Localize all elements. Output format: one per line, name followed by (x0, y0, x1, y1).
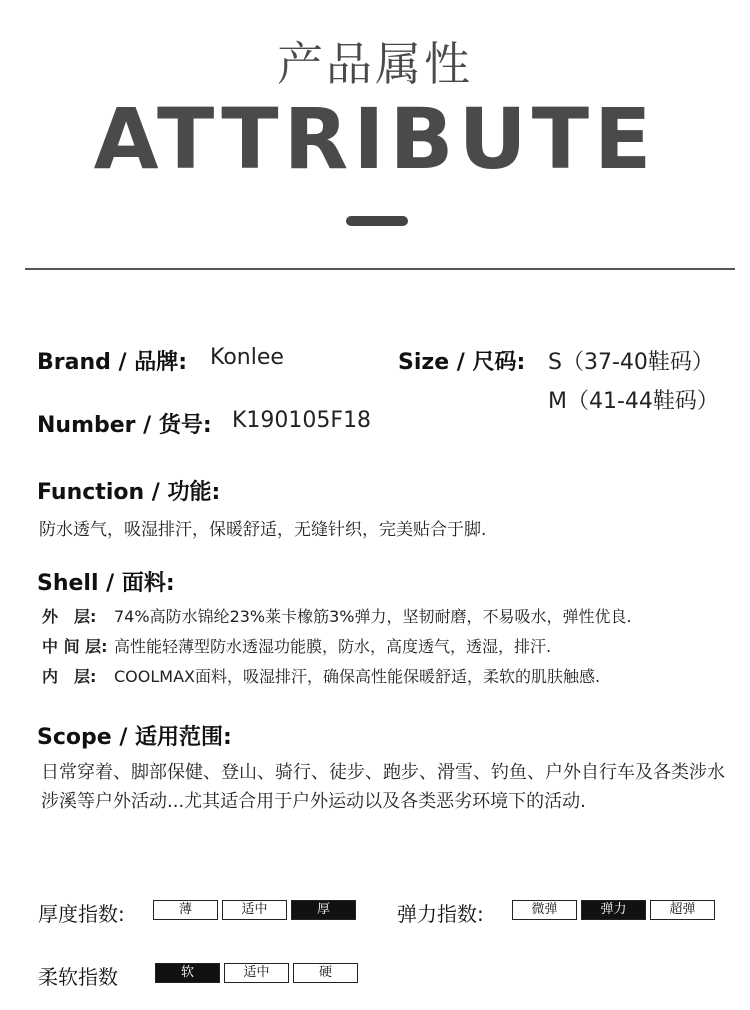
title-dash-decoration (346, 216, 408, 226)
function-text: 防水透气，吸湿排汗，保暖舒适，无缝针织，完美贴合于脚. (39, 520, 487, 540)
thickness-index-label: 厚度指数: (38, 902, 125, 926)
shell-layer-outer (42, 604, 632, 627)
shell-heading: Shell / 面料: (37, 571, 175, 596)
shell-layer-middle-text: 高性能轻薄型防水透湿功能膜，防水，高度透气，透湿，排汗. (114, 637, 552, 656)
elasticity-option-super: 超弹 (650, 900, 715, 920)
softness-option-hard: 硬 (293, 963, 358, 983)
elasticity-index-scale (512, 900, 722, 920)
softness-index-label: 柔软指数 (38, 965, 118, 989)
header-divider (25, 268, 735, 270)
elasticity-option-slight: 微弹 (512, 900, 577, 920)
number-value: K190105F18 (232, 408, 372, 433)
size-value-m: M（41-44鞋码） (548, 389, 719, 414)
thickness-option-medium: 适中 (222, 900, 287, 920)
function-heading: Function / 功能: (37, 480, 221, 505)
softness-index-scale (155, 963, 365, 983)
size-label: Size / 尺码: (398, 350, 526, 375)
size-value-s: S（37-40鞋码） (548, 350, 714, 375)
thickness-option-thin: 薄 (153, 900, 218, 920)
softness-option-soft: 软 (155, 963, 220, 983)
shell-layer-inner-label: 内 层: (42, 667, 97, 686)
brand-value: Konlee (210, 345, 284, 370)
shell-layer-middle-label: 中 间 层: (42, 637, 108, 656)
shell-layer-outer-label: 外 层: (42, 607, 97, 626)
thickness-option-thick: 厚 (291, 900, 356, 920)
softness-option-medium: 适中 (224, 963, 289, 983)
elasticity-option-elastic: 弹力 (581, 900, 646, 920)
page-title-cn: 产品属性 (277, 37, 473, 91)
shell-layer-middle (42, 634, 551, 657)
shell-layer-outer-text: 74%高防水锦纶23%莱卡橡筋3%弹力，坚韧耐磨，不易吸水，弹性优良. (114, 607, 632, 626)
scope-text: 日常穿着、脚部保健、登山、骑行、徒步、跑步、滑雪、钓鱼、户外自行车及各类涉水涉溪等户外活动...尤其适合用于户外运动以及各类恶劣环境下的活动. (41, 762, 725, 812)
shell-layer-inner (42, 664, 600, 687)
brand-label: Brand / 品牌: (37, 350, 188, 375)
thickness-index-scale (153, 900, 363, 920)
number-label: Number / 货号: (37, 413, 212, 438)
page-title-en: ATTRIBUTE (93, 90, 657, 188)
scope-heading: Scope / 适用范围: (37, 725, 232, 750)
shell-layer-inner-text: COOLMAX面料，吸湿排汗，确保高性能保暖舒适，柔软的肌肤触感. (114, 667, 601, 686)
elasticity-index-label: 弹力指数: (397, 902, 484, 926)
